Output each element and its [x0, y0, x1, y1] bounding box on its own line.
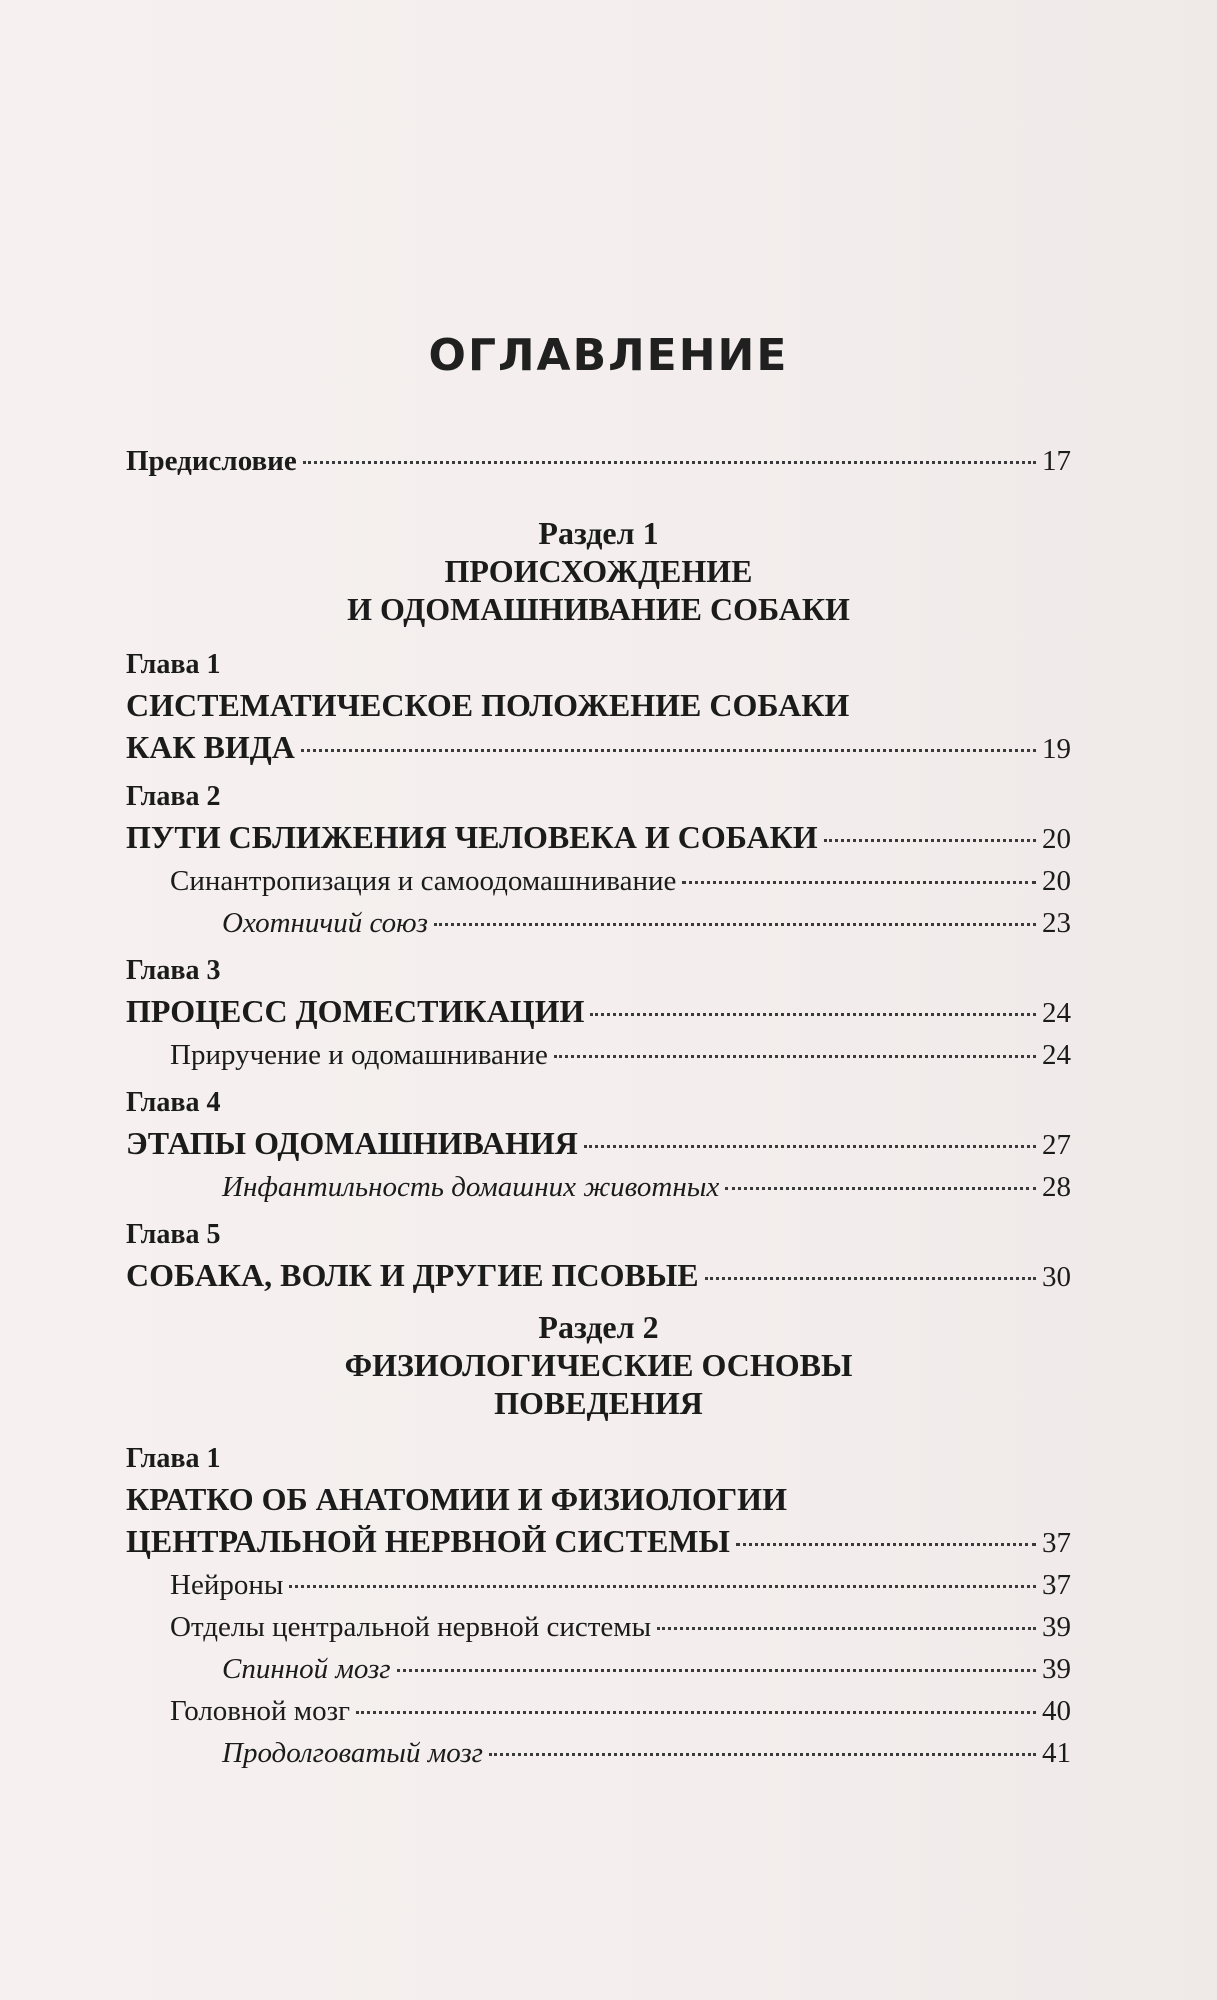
dot-leader	[397, 1669, 1036, 1672]
toc-list	[126, 440, 1071, 1774]
chapter-title-line2: ЦЕНТРАЛЬНОЙ НЕРВНОЙ СИСТЕМЫ	[126, 1523, 730, 1559]
page-number: 40	[1042, 1695, 1071, 1727]
page-number: 20	[1042, 823, 1071, 855]
page-number: 20	[1042, 865, 1071, 897]
dot-leader	[489, 1753, 1036, 1756]
dot-leader	[301, 749, 1036, 752]
dot-leader	[554, 1055, 1036, 1058]
page-number: 39	[1042, 1611, 1071, 1643]
chapter-title-line1[interactable]: СИСТЕМАТИЧЕСКОЕ ПОЛОЖЕНИЕ СОБАКИ	[126, 687, 850, 723]
toc-entry-subsection[interactable]	[126, 1564, 1071, 1606]
dot-leader	[682, 881, 1036, 884]
chapter-title: ПУТИ СБЛИЖЕНИЯ ЧЕЛОВЕКА И СОБАКИ	[126, 819, 818, 855]
toc-entry-subsection[interactable]	[126, 860, 1071, 902]
section-title-line2: ПОВЕДЕНИЯ	[494, 1385, 703, 1421]
subsection-title: Синантропизация и самоодомашнивание	[170, 865, 677, 897]
toc-entry-label: Предисловие	[126, 445, 297, 477]
toc-entry-chapter[interactable]	[126, 816, 1071, 860]
chapter-title-line2: КАК ВИДА	[126, 729, 295, 765]
toc-entry-subsection[interactable]	[126, 1606, 1071, 1648]
subsection-title: Приручение и одомашнивание	[170, 1039, 548, 1071]
subsubsection-title: Инфантильность домашних животных	[222, 1171, 720, 1203]
toc-entry-chapter[interactable]	[126, 1122, 1071, 1166]
dot-leader	[584, 1145, 1036, 1148]
dot-leader	[434, 923, 1036, 926]
page-number: 39	[1042, 1653, 1071, 1685]
chapter-label: Глава 1	[126, 649, 221, 680]
toc-entry-chapter[interactable]	[126, 990, 1071, 1034]
dot-leader	[303, 461, 1036, 464]
chapter-label: Глава 2	[126, 781, 221, 812]
toc-entry-subsubsection[interactable]	[126, 1166, 1071, 1208]
subsection-title: Головной мозг	[170, 1695, 350, 1727]
dot-leader	[590, 1013, 1036, 1016]
section-title-line2: И ОДОМАШНИВАНИЕ СОБАКИ	[347, 591, 850, 627]
page-number: 30	[1042, 1261, 1071, 1293]
section-title-line1: ПРОИСХОЖДЕНИЕ	[444, 553, 753, 589]
toc-entry-subsubsection[interactable]	[126, 1648, 1071, 1690]
chapter-title: ЭТАПЫ ОДОМАШНИВАНИЯ	[126, 1125, 578, 1161]
dot-leader	[657, 1627, 1036, 1630]
chapter-label: Глава 5	[126, 1219, 221, 1250]
chapter-label: Глава 1	[126, 1443, 221, 1474]
subsubsection-title: Продолговатый мозг	[222, 1737, 483, 1769]
subsection-title: Нейроны	[170, 1569, 284, 1601]
subsection-title: Отделы центральной нервной системы	[170, 1611, 652, 1643]
chapter-label: Глава 4	[126, 1087, 221, 1118]
page-title: ОГЛАВЛЕНИЕ	[428, 330, 789, 381]
subsubsection-title: Охотничий союз	[222, 907, 428, 939]
chapter-label: Глава 3	[126, 955, 221, 986]
page-number: 41	[1042, 1737, 1071, 1769]
section-title-line1: ФИЗИОЛОГИЧЕСКИЕ ОСНОВЫ	[344, 1347, 853, 1383]
page-number: 17	[1042, 445, 1071, 477]
toc-entry-subsubsection[interactable]	[126, 1732, 1071, 1774]
dot-leader	[824, 839, 1036, 842]
toc-entry-subsection[interactable]	[126, 1690, 1071, 1732]
page-number: 37	[1042, 1527, 1071, 1559]
toc-entry-subsection[interactable]	[126, 1034, 1071, 1076]
section-label: Раздел 1	[538, 515, 659, 551]
page-number: 24	[1042, 997, 1071, 1029]
page-number: 23	[1042, 907, 1071, 939]
dot-leader	[705, 1277, 1036, 1280]
toc-entry-subsubsection[interactable]	[126, 902, 1071, 944]
toc-entry-preface[interactable]	[126, 440, 1071, 482]
dot-leader	[736, 1543, 1036, 1546]
chapter-title: ПРОЦЕСС ДОМЕСТИКАЦИИ	[126, 993, 585, 1029]
dot-leader	[356, 1711, 1036, 1714]
toc-entry-chapter[interactable]	[126, 1520, 1071, 1564]
chapter-title: СОБАКА, ВОЛК И ДРУГИЕ ПСОВЫЕ	[126, 1257, 699, 1293]
subsubsection-title: Спинной мозг	[222, 1653, 391, 1685]
toc-entry-chapter[interactable]	[126, 1254, 1071, 1298]
page-number: 27	[1042, 1129, 1071, 1161]
page-number: 19	[1042, 733, 1071, 765]
dot-leader	[289, 1585, 1036, 1588]
section-label: Раздел 2	[538, 1309, 659, 1345]
page-number: 24	[1042, 1039, 1071, 1071]
chapter-title-line1[interactable]: КРАТКО ОБ АНАТОМИИ И ФИЗИОЛОГИИ	[126, 1481, 787, 1517]
dot-leader	[725, 1187, 1036, 1190]
page-number: 28	[1042, 1171, 1071, 1203]
toc-entry-chapter[interactable]	[126, 726, 1071, 770]
page-number: 37	[1042, 1569, 1071, 1601]
